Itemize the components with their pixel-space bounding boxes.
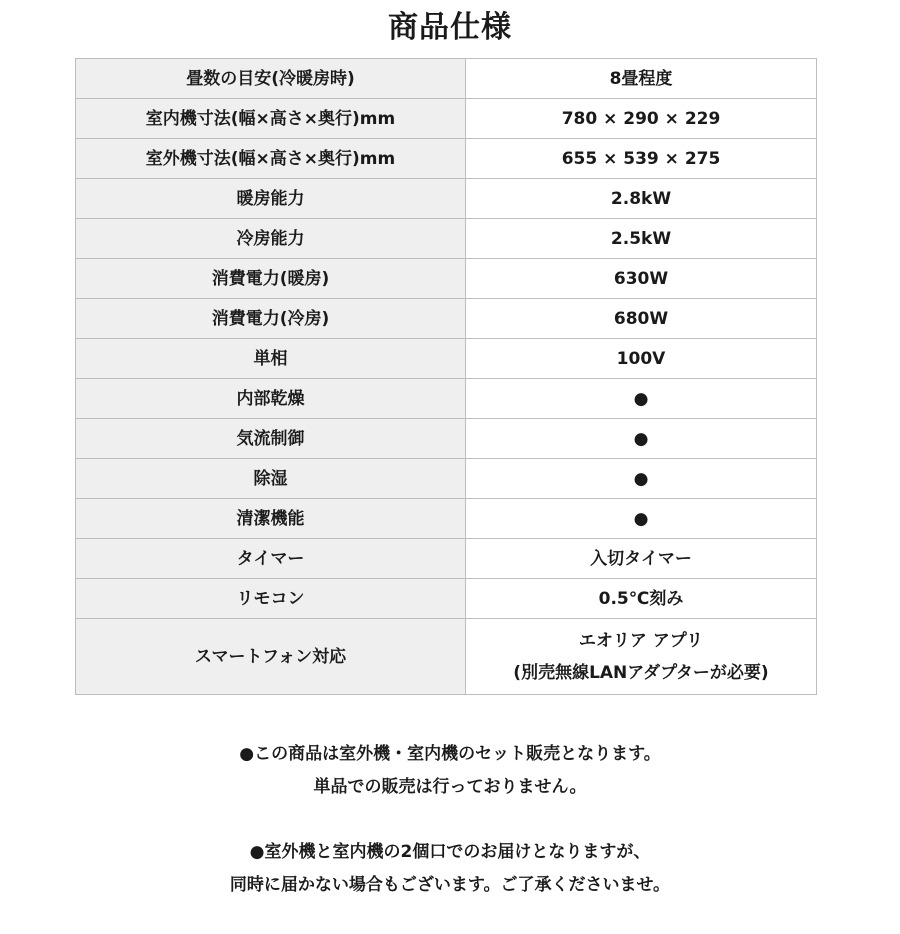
- spec-value-text: 655 × 539 × 275: [561, 148, 721, 169]
- spec-value-text: 2.5kW: [610, 228, 672, 249]
- spec-label: 冷房能力: [76, 219, 466, 259]
- spec-row: [76, 459, 817, 499]
- spec-row: [76, 299, 817, 339]
- spec-row: [76, 179, 817, 219]
- supported-mark-icon: ●: [633, 388, 649, 409]
- spec-row: [76, 419, 817, 459]
- spec-value-text: 2.8kW: [610, 188, 672, 209]
- supported-mark-icon: ●: [633, 428, 649, 449]
- spec-label: タイマー: [76, 539, 466, 579]
- spec-value-text: 680W: [613, 308, 669, 329]
- spec-row: [76, 539, 817, 579]
- spec-value: [466, 139, 817, 179]
- spec-table-body: [76, 59, 817, 695]
- spec-value: [466, 259, 817, 299]
- spec-row: [76, 499, 817, 539]
- notes-section: [0, 738, 900, 934]
- spec-label: 単相: [76, 339, 466, 379]
- spec-row: [76, 339, 817, 379]
- spec-value: [466, 459, 817, 499]
- spec-value-text: 8畳程度: [609, 68, 673, 89]
- spec-label: リモコン: [76, 579, 466, 619]
- spec-value-text: 100V: [616, 348, 666, 369]
- spec-value-text: 入切タイマー: [590, 548, 692, 569]
- note-line: 同時に届かない場合もございます。ご了承くださいませ。: [229, 875, 671, 895]
- spec-label: 消費電力(暖房): [76, 259, 466, 299]
- spec-label: 内部乾燥: [76, 379, 466, 419]
- page-title: 商品仕様: [388, 10, 512, 45]
- spec-value-text: (別売無線LANアダプターが必要): [513, 662, 769, 683]
- note-block: [0, 738, 900, 804]
- spec-row: [76, 619, 817, 695]
- spec-value: [466, 499, 817, 539]
- note-line: 単品での販売は行っておりません。: [313, 777, 587, 797]
- spec-label: 畳数の目安(冷暖房時): [76, 59, 466, 99]
- spec-label: スマートフォン対応: [76, 619, 466, 695]
- spec-row: [76, 259, 817, 299]
- spec-value: [466, 379, 817, 419]
- spec-value: [466, 539, 817, 579]
- spec-value: [466, 339, 817, 379]
- spec-value: [466, 419, 817, 459]
- spec-label: 気流制御: [76, 419, 466, 459]
- spec-value: [466, 219, 817, 259]
- note-line: ●室外機と室内機の2個口でのお届けとなりますが、: [249, 842, 651, 862]
- spec-row: [76, 379, 817, 419]
- supported-mark-icon: ●: [633, 508, 649, 529]
- spec-value: [466, 579, 817, 619]
- spec-label: 室外機寸法(幅×高さ×奥行)mm: [76, 139, 466, 179]
- spec-value: [466, 59, 817, 99]
- supported-mark-icon: ●: [633, 468, 649, 489]
- spec-table: [75, 58, 817, 695]
- note-block: [0, 836, 900, 902]
- spec-value-text: 630W: [613, 268, 669, 289]
- spec-label: 室内機寸法(幅×高さ×奥行)mm: [76, 99, 466, 139]
- spec-value: [466, 99, 817, 139]
- spec-value-text: 0.5℃刻み: [598, 588, 684, 609]
- spec-value: [466, 299, 817, 339]
- spec-value-text: 780 × 290 × 229: [561, 108, 721, 129]
- spec-row: [76, 579, 817, 619]
- spec-label: 除湿: [76, 459, 466, 499]
- spec-label: 暖房能力: [76, 179, 466, 219]
- spec-value: [466, 179, 817, 219]
- spec-row: [76, 139, 817, 179]
- spec-value: [466, 619, 817, 695]
- spec-label: 消費電力(冷房): [76, 299, 466, 339]
- note-line: ●この商品は室外機・室内機のセット販売となります。: [239, 744, 661, 764]
- spec-row: [76, 219, 817, 259]
- spec-label: 清潔機能: [76, 499, 466, 539]
- spec-row: [76, 59, 817, 99]
- spec-row: [76, 99, 817, 139]
- spec-value-text: エオリア アプリ: [578, 630, 704, 651]
